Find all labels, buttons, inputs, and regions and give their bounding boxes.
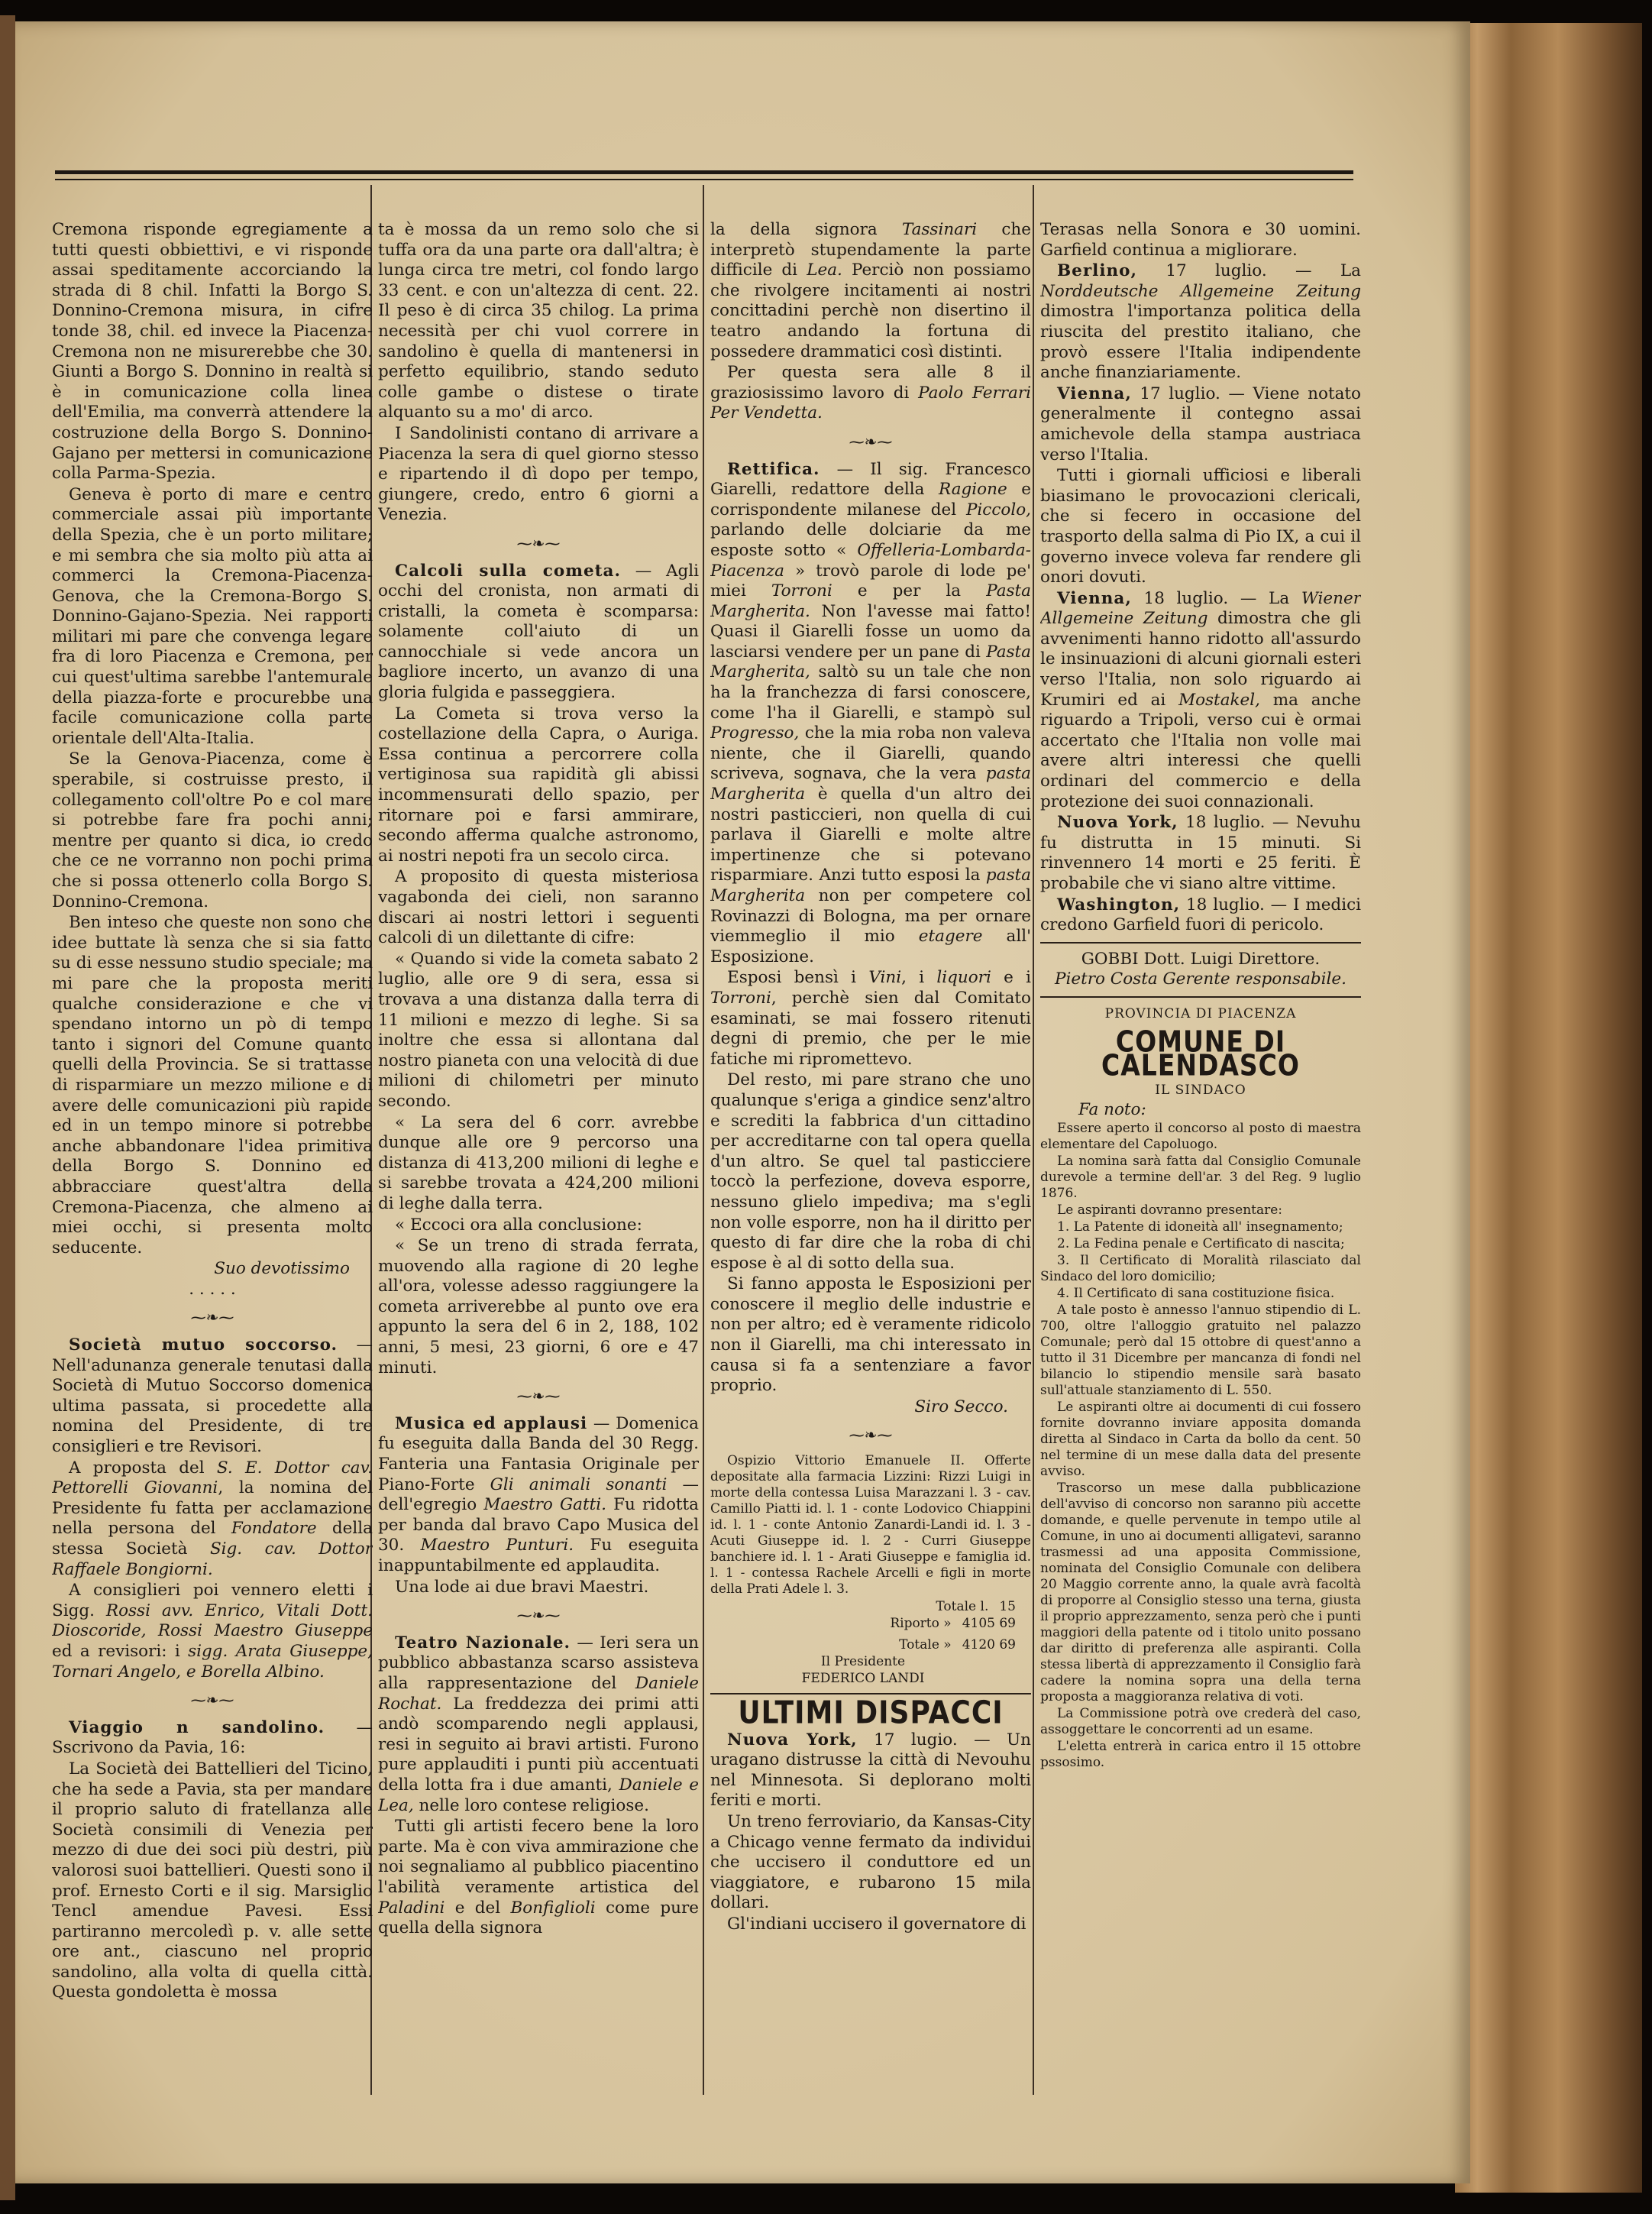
text: Perciò non possiamo che rivolgere incitamenti ai nostri concittadini perchè non disertino il teatro andando la fortuna di possedere drammatici così distinti. — [710, 261, 1031, 361]
text: Paolo Ferrari Per Vendetta. — [710, 383, 1031, 423]
text: nelle loro contese religiose. — [413, 1795, 649, 1815]
text: A consiglieri poi vennero eletti i Sigg. — [52, 1581, 373, 1620]
text: Torroni — [710, 988, 771, 1008]
text: Tassinari — [901, 220, 978, 239]
paragraph: La Società dei Battellieri del Ticino, che ha sede a Pavia, sta per mandare il proprio saluto di fratellanza alle Società consimili di Venezia per mezzo di due dei soci più destri, più valorosi suoi battellieri. Questi sono il prof. Ernesto Corti e il sig. Marsiglio Tencl amendue Pavesi. Essi partiranno mercoledì p. v. alle sette ore ant., ciascuno nel proprio sandolino, alla volta di quella città. Questa gondoletta è mossa — [52, 1759, 373, 2002]
paragraph: « Se un treno di strada ferrata, muovendo alla ragione di 20 leghe all'ora, volesse adesso raggiungere la cometa arriverebbe al punto ove era appunto la sera del 6 in 2, 188, 102 anni, 5 mesi, 23 giorni, 6 ore e 47 minuti. — [378, 1236, 699, 1377]
text: Esposi bensì i — [727, 968, 869, 988]
fa-noto: Fa noto: — [1078, 1100, 1146, 1120]
text: Bonfiglioli — [510, 1898, 596, 1918]
article-heading: Berlino, — [1057, 261, 1137, 281]
total-value: 4105 69 — [962, 1616, 1016, 1632]
column-divider — [703, 185, 704, 2095]
paragraph: ta è mossa da un remo solo che si tuffa ora da una parte ora dall'altra; è lunga circa tre metri, col fondo largo 33 cent. e con un'altezza di cent. 22. Il peso è di circa 35 chilog. La prima necessità per chi vuol correre in sandolino è quella di mantenersi in perfetto equilibrio, stando seduto colle gambe o distese o tirate alquanto su a mo' di arco. — [378, 220, 699, 422]
signature: Suo devotissimo — [214, 1259, 350, 1279]
article-heading: Viaggio n sandolino. — [69, 1717, 325, 1737]
paragraph: La Cometa si trova verso la costellazione della Capra, o Auriga. Essa continua a percorrere colla vertiginosa sua rapidità gli abissi incommensurati dello spazio, per ritornare poi e farsi ammirare, secondo afferma qualche astronomo, ai nostri nepoti fra un secolo circa. — [378, 704, 699, 866]
paragraph: A proposito di questa misteriosa vagabonda dei cieli, non saranno discari ai nostri lettori i seguenti calcoli di un dilettante di cifre: — [378, 867, 699, 948]
province-heading: PROVINCIA DI PIACENZA — [1104, 1005, 1297, 1021]
text: e per la — [832, 581, 987, 601]
text: dimostra l'importanza politica della riuscita del prestito italiano, che provò essere l'Italia indipendente anche finanziariamente. — [1040, 302, 1361, 383]
article-body: — Sscrivono da Pavia, 16: — [52, 1717, 373, 1758]
text: S. E. Dottor cav. Pettorelli Giovanni — [52, 1458, 373, 1498]
article-heading: Nuova York, — [1057, 813, 1178, 833]
column-divider — [1033, 185, 1034, 2095]
signature: Siro Secco. — [914, 1397, 1008, 1416]
total-value: 15 — [999, 1599, 1016, 1615]
text: , la nomina del Presidente fu fatta per acclamazione nella persona del — [52, 1478, 373, 1539]
article-heading: Società mutuo soccorso. — [69, 1335, 338, 1355]
separator-ornament: ⁓❧⁓ — [190, 1308, 234, 1327]
text: — dell'egregio — [378, 1474, 699, 1515]
text: Tutti gli artisti fecero bene la loro parte. Ma è con viva ammirazione che noi segnaliamo al pubblico piacentino l'abilità veramente artistica del — [378, 1817, 699, 1897]
notice-paragraph: Trascorso un mese dalla pubblicazione dell'avviso di concorso non saranno più accette domande, e quelle pervenute in tempo utile al Comune, in uno ai documenti alligatevi, saranno trasmessi ad una apposita Commissione, nominata del Consiglio Comunale con delibera 20 Maggio corrente anno, la quale avrà facoltà di proporre al Consiglio stesso una terna, giusta il proprio apprezzamento, senza però che i punti maggiori della patente od i titolo unito possano dar diritto di preferenza alle aspiranti. Colla stessa libertà di apprezzamento il Consiglio farà cadere la nomina sopra una della terna proposta a maggioranza relativa di voti. — [1040, 1480, 1361, 1704]
text: » trovò parole di lode pe' miei — [710, 561, 1031, 601]
text: Ragione — [939, 480, 1007, 500]
article-heading: Rettifica. — [727, 459, 820, 479]
paragraph: Del resto, mi pare strano che uno qualunque s'eriga a gindice senz'altro e screditi la fabbrica d'un cittadino per accreditarne con tal opera quella d'un altro. Se quel tal pasticciere toccò la perfezione, doveva esporre, nessuno glielo impediva; ma s'egli non volle esporre, non ha il diritto per questo di far dire che la roba di chi espose è al di sotto della sua. — [710, 1070, 1031, 1273]
article-heading: Washington, — [1057, 895, 1181, 914]
paragraph: « Quando si vide la cometa sabato 2 luglio, alle ore 9 di sera, essa si trovava a una distanza dalla terra di 11 milioni e mezzo di leghe. Si sa inoltre che essa si allontana dal nostro pianeta con una velocità di due milioni di chilometri per minuto secondo. — [378, 949, 699, 1111]
notice-paragraph: Essere aperto il concorso al posto di maestra elementare del Capoluogo. — [1040, 1120, 1361, 1152]
text: Rossi avv. Enrico, Vitali Dott. Dioscoride, Rossi Maestro Giuseppe — [52, 1601, 373, 1641]
text: Non l'avesse mai fatto! Quasi il Giarelli fosse un uomo da lasciarsi vendere per un pane di — [710, 601, 1031, 662]
paragraph: « La sera del 6 corr. avrebbe dunque alle ore 9 percorso una distanza di 413,200 milioni di leghe e si sarebbe trovata a 424,200 milioni di leghe dalla terra. — [378, 1112, 699, 1213]
text: Per questa sera alle 8 il graziosissimo lavoro di — [710, 363, 1031, 403]
text: non per competere col Rovinazzi di Bologna, ma per ornare viemmeglio il mio — [710, 886, 1031, 947]
text: liquori — [936, 968, 991, 988]
text: Pasta Margherita, — [710, 642, 1031, 682]
rule — [1040, 942, 1361, 944]
text: 18 luglio. — Nevuhu fu distrutta in 15 minuti. Si rinvennero 14 morti e 25 feriti. È probabile che vi siano altre vittime. — [1040, 813, 1361, 893]
article-heading: Vienna, — [1057, 384, 1132, 403]
text: saltò su un tale che non ha la franchezza di farsi conoscere, come l'ha il Giarelli, e stampò sul — [710, 662, 1031, 723]
section-banner: ULTIMI DISPACCI — [738, 1694, 1004, 1731]
text: etagere — [918, 927, 983, 947]
president-label: Il Presidente — [820, 1654, 906, 1670]
notice-paragraph: 1. La Patente di idoneità all' insegnamento; — [1057, 1219, 1343, 1235]
text: ma anche riguardo a Tripoli, verso cui è ormai accertato che l'Italia non volle mai avere altri interessi che quelli ordinari del commercio e della protezione dei suoi connazionali. — [1040, 690, 1361, 811]
text: che la mia roba non valeva niente, che il Giarelli, quando scriveva, sognava, che la vera — [710, 723, 1031, 784]
comune-banner: COMUNE DI CALENDASCO — [1101, 1024, 1300, 1082]
text: la della signora — [710, 220, 902, 239]
text: Daniele Rochat. — [378, 1673, 699, 1714]
imprint-director: GOBBI Dott. Luigi Direttore. — [1081, 949, 1321, 969]
separator-ornament: ⁓❧⁓ — [516, 1606, 561, 1625]
paragraph: I Sandolinisti contano di arrivare a Piacenza la sera di quel giorno stesso e ripartendo il dì dopo per tempo, giungere, credo, entro 6 giorni a Venezia. — [378, 423, 699, 525]
paragraph: Tutti i giornali ufficiosi e liberali biasimano le provocazioni clericali, che si fecero in occasione del trasporto della salma di Pio IX, a cui il governo invece voleva far rendere gli onori dovuti. — [1040, 466, 1361, 587]
text: e i — [991, 968, 1031, 988]
text: La freddezza dei primi atti andò scomparendo negli applausi, resi in seguito ai bravi artisti. Furono pure applauditi i punti più accentuati della lotta fra i due amanti, — [378, 1694, 699, 1795]
text: Fondatore — [231, 1519, 317, 1539]
text: — Domenica fu eseguita dalla Banda del 30 Regg. Fanteria una Fantasia Originale per Piano-Forte — [378, 1413, 699, 1494]
text: Norddeutsche Allgemeine Zeitung — [1040, 281, 1361, 301]
book-spine-left — [0, 15, 15, 2200]
text: Fu eseguita inappuntabilmente ed applaudita. — [378, 1536, 699, 1575]
column-3 — [710, 220, 1031, 2084]
text: , i — [901, 968, 937, 988]
column-1 — [52, 220, 373, 2084]
text: ed a revisori: i — [52, 1641, 189, 1661]
notice-paragraph: A tale posto è annesso l'annuo stipendio di L. 700, oltre l'alloggio gratuito nel palazzo Comunale; però dal 15 ottobre di quest'anno a tutto il 31 Dicembre per mancanza di fondi nel bilancio lo stipendio mensile sarà basato sull'attuale stanziamento di L. 550. — [1040, 1302, 1361, 1398]
paragraph: « Eccoci ora alla conclusione: — [395, 1215, 642, 1235]
total-value: 4120 69 — [962, 1637, 1016, 1653]
column-2 — [378, 220, 699, 2084]
article-heading: Nuova York, — [727, 1730, 858, 1750]
text: Gli animali sonanti — [490, 1474, 668, 1494]
separator-ornament: ⁓❧⁓ — [516, 1387, 561, 1406]
paragraph: Gl'indiani uccisero il governatore di — [727, 1914, 1026, 1934]
donation-list: Ospizio Vittorio Emanuele II. Offerte depositate alla farmacia Lizzini: Rizzi Luigi in morte della contessa Luisa Marazzani l. 3 - cav. Camillo Piatti id. l. 1 - conte Lodovico Chiappini id. l. 1 - conte Antonio Zanardi-Landi id. l. 3 - Acuti Giuseppe id. l. 2 - Curri Giuseppe banchiere id. l. 1 - Arati Giuseppe e famiglia id. l. 1 - contessa Rachele Arcelli e figli in morte della Prati Adele l. 3. — [710, 1453, 1031, 1597]
article-heading: Musica ed applausi — [395, 1413, 588, 1433]
text: pasta Margherita — [710, 764, 1031, 804]
paragraph: Ben inteso che queste non sono che idee buttate là senza che si sia fatto su di esse nessuno studio speciale; ma mi pare che la proposta meriti qualche considerazione e che vi spendano intorno un pò di tempo tanto i signori del Comune quanto quelli della Provincia. Se si trattasse di risparmiare un mezzo milione e di avere delle comunicazioni più rapide ed in un tempo minore si potrebbe anche abbandonare l'idea primitiva della Borgo S. Donnino ed abbracciare quest'altra della Cremona-Piacenza, che almeno ai miei occhi, si presenta molto seducente. — [52, 913, 373, 1258]
text: della stessa Società — [52, 1519, 373, 1559]
paragraph: Se la Genova-Piacenza, come è sperabile, si costruisse presto, il collegamento coll'oltre Po e col mare si potrebbe fare fra pochi anni; mentre per quanto si dica, io credo che ce ne vorranno non pochi prima che si possa ottenerlo colla Borgo S. Donnino-Cremona. — [52, 749, 373, 911]
total-label: Totale » — [899, 1637, 952, 1653]
notice-paragraph: 3. Il Certificato di Moralità rilasciato dal Sindaco del loro domicilio; — [1040, 1252, 1361, 1284]
text: Torroni — [771, 581, 832, 601]
text: Progresso, — [710, 723, 800, 743]
notice-paragraph: La nomina sarà fatta dal Consiglio Comunale durevole a termine dell'ar. 3 del Reg. 9 luglio 1876. — [1040, 1153, 1361, 1201]
imprint-manager: Pietro Costa Gerente responsabile. — [1055, 969, 1346, 989]
text: sigg. Arata Giuseppe, Tornari Angelo, e Borella Albino. — [52, 1641, 373, 1682]
text: all' Esposizione. — [710, 927, 1031, 966]
text: Sig. cav. Dottor Raffaele Bongiorni. — [52, 1539, 373, 1579]
text: e corrispondente milanese del — [710, 480, 1031, 520]
rule — [710, 1693, 1031, 1694]
text: Mostakel, — [1178, 690, 1260, 710]
text: è quella d'un altro dei nostri pasticcieri, non quella di cui parlava il Giarelli e molte altre impertinenze che si potevano risparmiare. Anzi tutto esposi la — [710, 785, 1031, 885]
column-4 — [1040, 220, 1361, 2084]
paragraph: Cremona risponde egregiamente a tutti questi obbiettivi, e vi risponde assai speditamente accorciando la strada di 8 chil. Infatti la Borgo S. Donnino-Cremona misura, in cifre tonde 38, chil. ed invece la Piacenza-Cremona non ne misurerebbe che 30. Giunti a Borgo S. Donnino in realtà si è in comunicazione colla linea dell'Emilia, ma converrà attendere la costruzione della Borgo S. Donnino-Gajano per mettersi in comunicazione colla Parma-Spezia. — [52, 220, 373, 484]
text: e del — [445, 1898, 511, 1918]
totals-block — [710, 1598, 1031, 1687]
text: A proposta del — [69, 1458, 217, 1478]
text: — Ieri sera un pubblico abbastanza scarso assisteva alla rappresentazione del — [378, 1633, 699, 1693]
text: come pure quella della signora — [378, 1898, 699, 1938]
text: dimostra che gli avvenimenti hanno ridotto all'assurdo le insinuazioni di alcuni giornali esteri verso l'Italia, non solo riguardo ai Krumiri ed ai — [1040, 609, 1361, 710]
paragraph: Un treno ferroviario, da Kansas-City a Chicago venne fermato da individui che uccisero il conduttore ed un viaggiatore, e rubarono 15 mila dollari. — [710, 1812, 1031, 1913]
text: Maestro Gatti. — [483, 1495, 606, 1515]
text: Fu ridotta per banda dal bravo Capo Musica del 30. — [378, 1495, 699, 1555]
total-label: Riporto » — [890, 1616, 952, 1632]
paragraph: Si fanno apposta le Esposizioni per conoscere il meglio delle industrie e non per altro; ed è veramente ridicolo non il Giarelli, ma chi interessato in causa si fa a sentenziare a favor proprio. — [710, 1274, 1031, 1396]
article-heading: Vienna, — [1057, 588, 1132, 608]
paragraph: Geneva è porto di mare e centro commerciale assai più importante della Spezia, che è un porto militare; e mi sembra che sia molto più atta ai commerci la Cremona-Piacenza-Genova, che la Cremona-Borgo S. Donnino-Gajano-Spezia. Nei rapporti militari mi pare che convenga legare fra di loro Piacenza e Cremona, per cui quest'ultima sarebbe l'antemurale della piazza-forte e procurebbe una facile comunicazione colla parte orientale dell'Alta-Italia. — [52, 484, 373, 748]
text: che interpretò stupendamente la parte difficile di — [710, 220, 1031, 280]
separator-ornament: ⁓❧⁓ — [849, 1426, 893, 1445]
text: Wiener Allgemeine Zeitung — [1040, 588, 1361, 629]
top-rule — [55, 170, 1353, 174]
text: Vini — [868, 968, 902, 988]
separator-ornament: ⁓❧⁓ — [190, 1691, 234, 1710]
notice-paragraph: La Commissione potrà ove crederà del caso, assoggettare le concorrenti ad un esame. — [1040, 1705, 1361, 1737]
rule — [1040, 996, 1361, 998]
text: 18 luglio. — La — [1131, 588, 1301, 608]
notice-paragraph: Le aspiranti dovranno presentare: — [1057, 1202, 1283, 1218]
text: , perchè sien dal Comitato esaminati, se mai fossero ritenuti degni di premio, che per le mie fatiche mi ripromettevo. — [710, 988, 1031, 1069]
notice-paragraph: 4. Il Certificato di sana costituzione fisica. — [1057, 1285, 1335, 1301]
text: — Il sig. Francesco Giarelli, redattore della — [710, 459, 1031, 500]
top-rule-thin — [55, 179, 1353, 180]
dots: . . . . . — [189, 1279, 236, 1299]
text: Paladini — [378, 1898, 445, 1918]
notice-paragraph: 2. La Fedina penale e Certificato di nascita; — [1057, 1235, 1345, 1251]
book-page-edges — [1455, 23, 1642, 2193]
article-body: 17 lugio. — Un uragano distrusse la città di Nevouhu nel Minnesota. Si deplorano molti feriti e morti. — [710, 1730, 1031, 1811]
article-body: — Nell'adunanza generale tenutasi dalla Società di Mutuo Soccorso domenica ultima passata, si procedette alla nomina del Presidente, di tre consiglieri e tre Revisori. — [52, 1335, 373, 1457]
notice-paragraph: L'eletta entrerà in carica entro il 15 ottobre pssosimo. — [1040, 1738, 1361, 1770]
text: 17 luglio. — Viene notato generalmente il contegno assai amichevole della stampa austriaca verso l'Italia. — [1040, 384, 1361, 464]
article-body: — Agli occhi del cronista, non armati di cristalli, la cometa è scomparsa: solamente coll'aiuto di un cannocchiale si vede ancora un bagliore incerto, un avanzo di una gloria fulgida e passeggiera. — [378, 561, 699, 703]
text: 17 luglio. — La — [1136, 261, 1361, 281]
paragraph: Terasas nella Sonora e 30 uomini. Garfield continua a migliorare. — [1040, 220, 1361, 260]
notice-paragraph: Le aspiranti oltre ai documenti di cui fossero fornite dovranno inviare apposita domanda diretta al Sindaco in Carta da bollo da cent. 50 nel termine di un mese dalla data del presente avviso. — [1040, 1399, 1361, 1479]
text: Pasta Margherita. — [710, 581, 1031, 621]
article-heading: Teatro Nazionale. — [395, 1633, 571, 1652]
newspaper-page — [15, 21, 1470, 2183]
text: parlando delle dolciarie da me esposte sotto « — [710, 520, 1031, 560]
total-label: Totale l. — [936, 1599, 989, 1615]
text: Lea. — [807, 261, 842, 280]
text: pasta Margherita — [710, 866, 1031, 905]
text: Offelleria-Lombarda-Piacenza — [710, 540, 1031, 581]
president-name: FEDERICO LANDI — [801, 1671, 925, 1687]
paragraph: Una lode ai due bravi Maestri. — [395, 1577, 649, 1597]
article-heading: Calcoli sulla cometa. — [395, 561, 621, 581]
separator-ornament: ⁓❧⁓ — [516, 533, 561, 552]
sindaco-heading: IL SINDACO — [1155, 1082, 1246, 1098]
separator-ornament: ⁓❧⁓ — [849, 432, 893, 451]
text: Piccolo, — [965, 500, 1031, 520]
text: 18 luglio. — I medici credono Garfield fuori di pericolo. — [1040, 895, 1361, 935]
text: Maestro Punturi. — [420, 1536, 574, 1555]
text: Daniele e Lea, — [378, 1775, 699, 1815]
